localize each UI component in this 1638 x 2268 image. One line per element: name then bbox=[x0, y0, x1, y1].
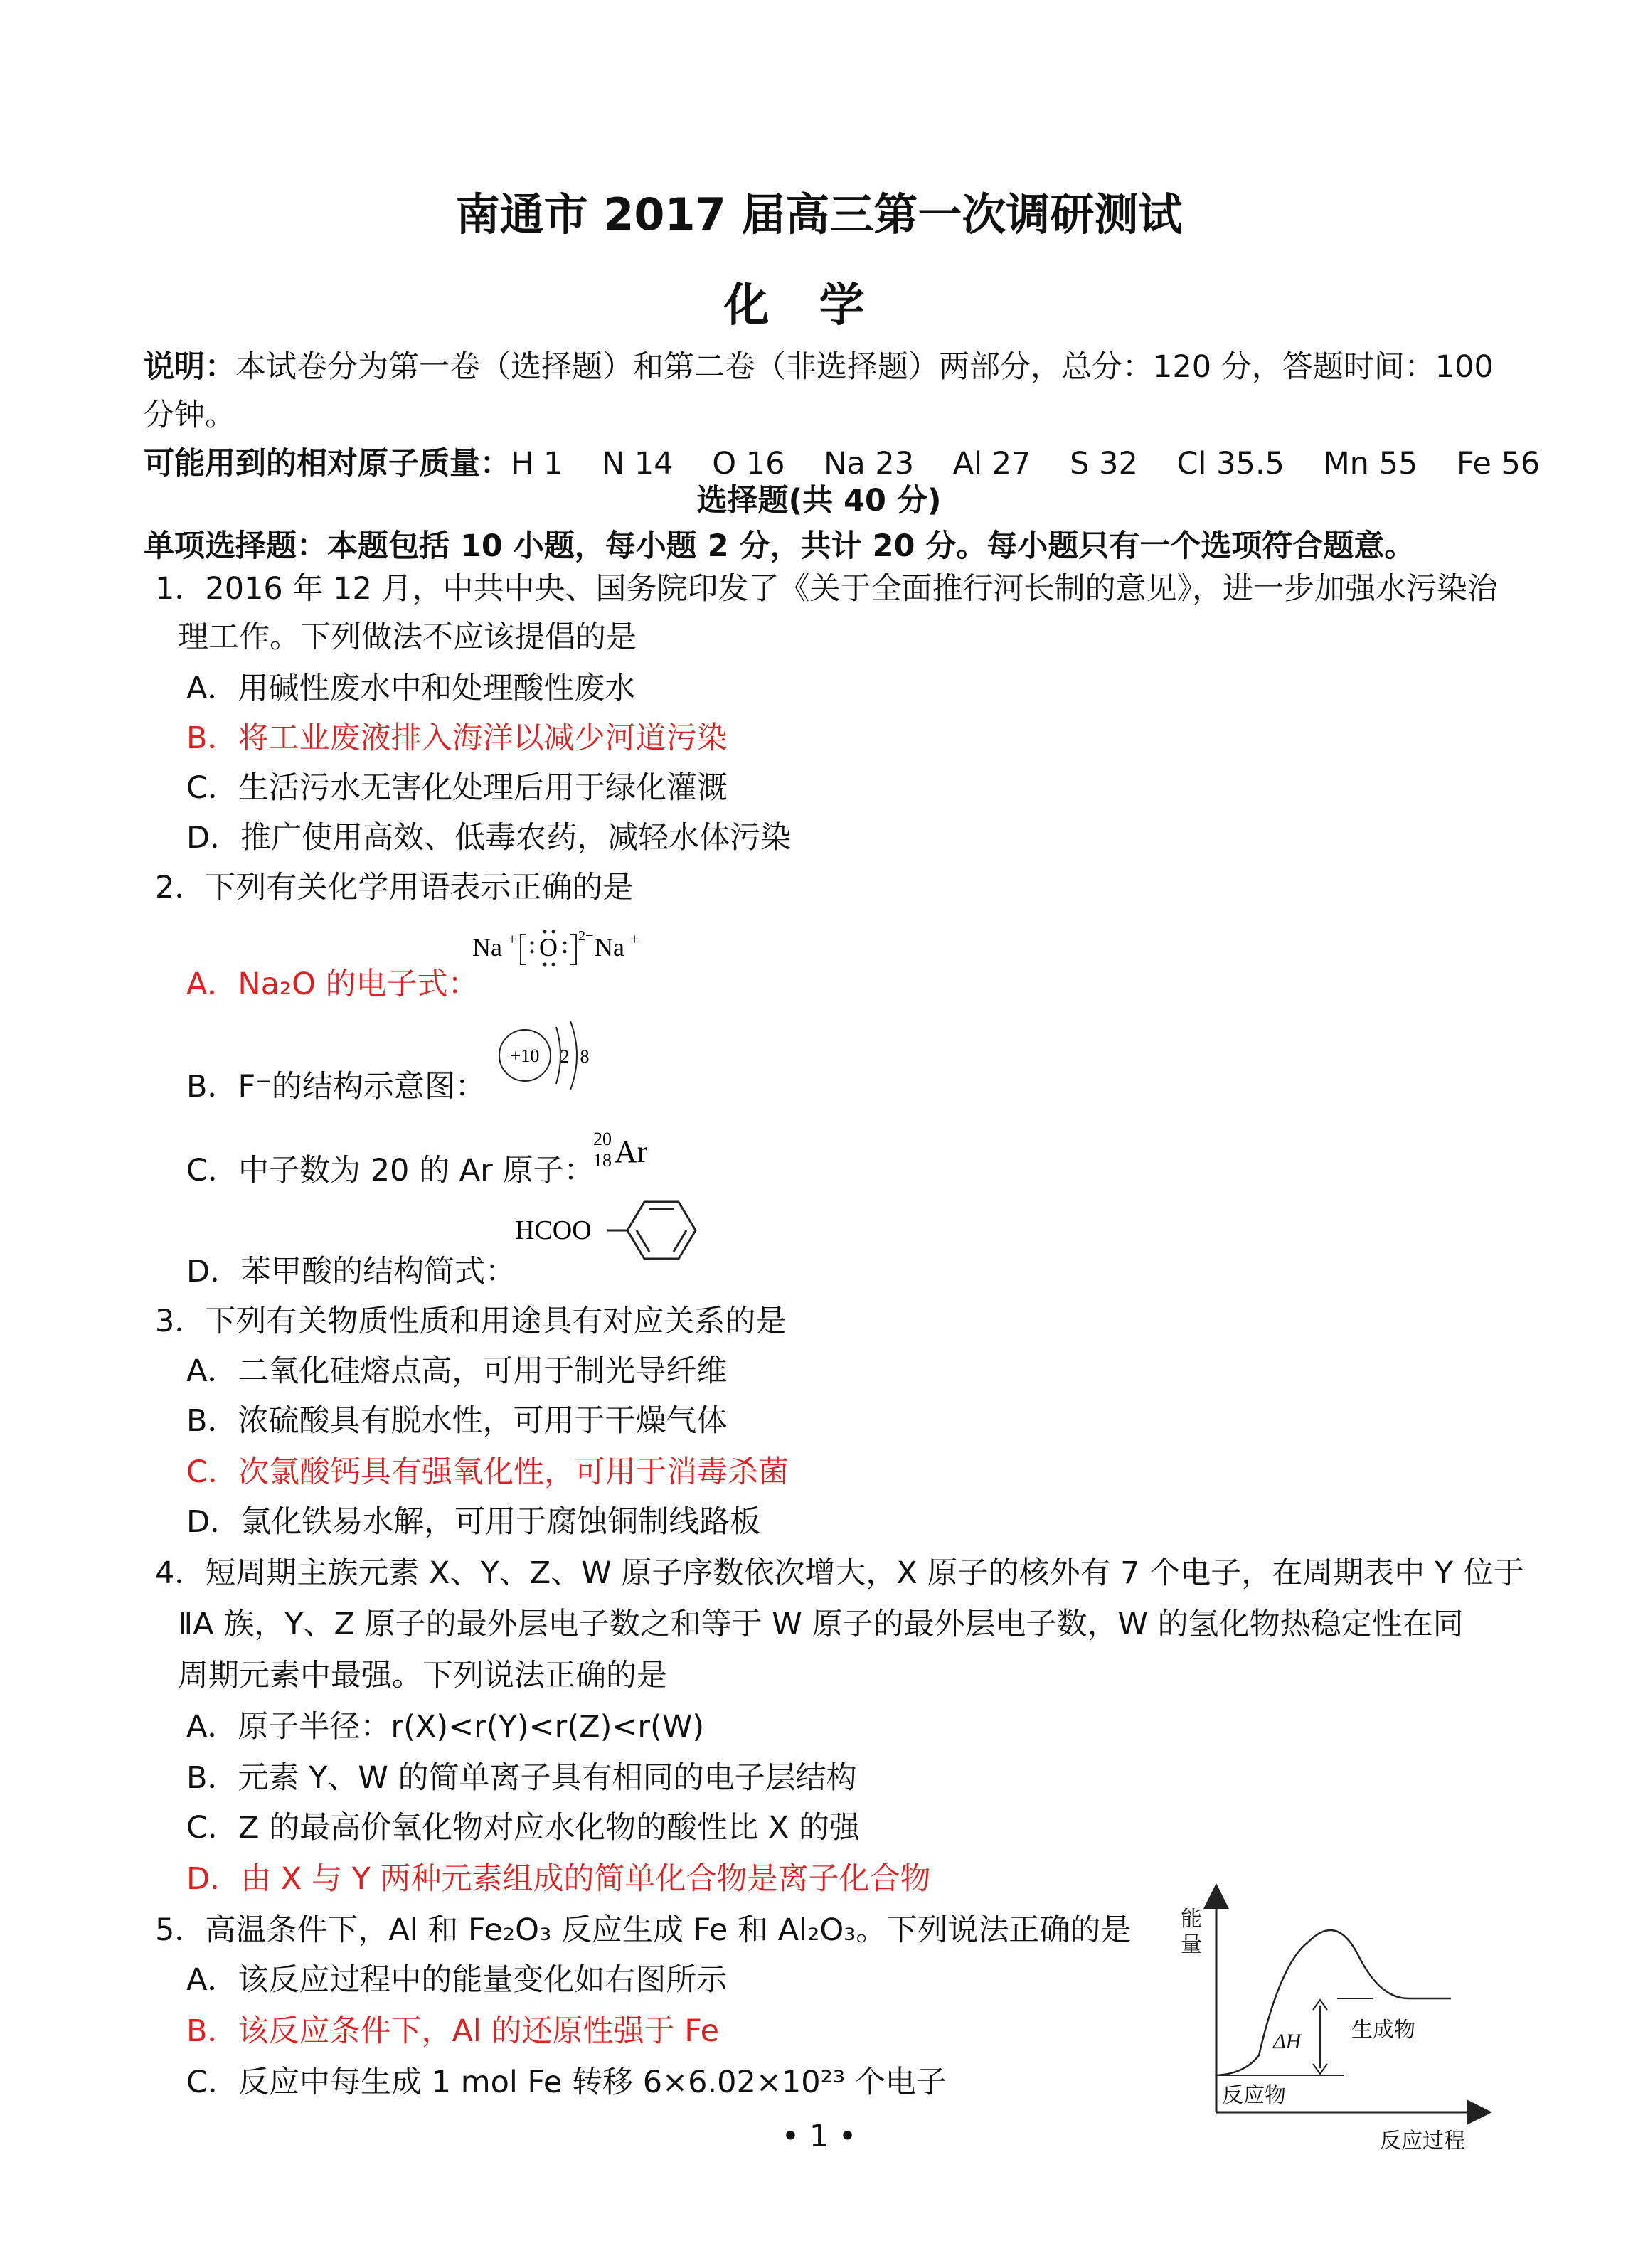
reactant-label: 反应物 bbox=[1222, 2083, 1286, 2108]
masses-values: H 1 N 14 O 16 Na 23 Al 27 S 32 Cl 35.5 Mn 55 Fe 56 bbox=[511, 446, 1541, 481]
shell-1-electrons: 2 bbox=[560, 1046, 570, 1067]
y-axis-label-1: 能 bbox=[1181, 1907, 1202, 1932]
x-axis-label: 反应过程 bbox=[1380, 2129, 1465, 2153]
page-number: • 1 • bbox=[781, 2119, 857, 2154]
q5-stem: 5．高温条件下，Al 和 Fe₂O₃ 反应生成 Fe 和 Al₂O₃。下列说法正确的是 bbox=[155, 1912, 1132, 1948]
q1-option-d: D．推广使用高效、低毒农药，减轻水体污染 bbox=[186, 820, 792, 856]
q2-option-b: B．F⁻的结构示意图： bbox=[186, 1069, 486, 1104]
q3-option-d: D．氯化铁易水解，可用于腐蚀铜制线路板 bbox=[186, 1504, 761, 1540]
formate-group: HCOO bbox=[515, 1215, 592, 1245]
sodium-right: Na bbox=[595, 933, 624, 962]
q2-stem: 2．下列有关化学用语表示正确的是 bbox=[155, 870, 634, 905]
shell-2-electrons: 8 bbox=[580, 1046, 590, 1067]
q5-option-c: C．反应中每生成 1 mol Fe 转移 6×6.02×10²³ 个电子 bbox=[186, 2065, 947, 2100]
q1-option-a: A．用碱性废水中和处理酸性废水 bbox=[186, 671, 636, 706]
q1-option-b: B．将工业废液排入海洋以减少河道污染 bbox=[186, 720, 728, 756]
note-text: 本试卷分为第一卷（选择题）和第二卷（非选择题）两部分，总分：120 分，答题时间：100 bbox=[235, 349, 1494, 385]
nucleus-charge: +10 bbox=[510, 1045, 540, 1066]
q4-option-d: D．由 X 与 Y 两种元素组成的简单化合物是离子化合物 bbox=[186, 1861, 931, 1897]
section-instruction: 单项选择题：本题包括 10 小题，每小题 2 分，共计 20 分。每小题只有一个选项符合题意。 bbox=[144, 528, 1415, 564]
y-axis-label-2: 量 bbox=[1181, 1932, 1202, 1957]
q3-option-a: A．二氧化硅熔点高，可用于制光导纤维 bbox=[186, 1353, 728, 1389]
q4-option-c: C．Z 的最高价氧化物对应水化物的酸性比 X 的强 bbox=[186, 1810, 860, 1846]
atomic-masses bbox=[144, 444, 1540, 484]
q5-option-b: B．该反应条件下，Al 的还原性强于 Fe bbox=[186, 2013, 720, 2049]
masses-label: 可能用到的相对原子质量： bbox=[144, 446, 511, 481]
mass-number: 20 bbox=[593, 1129, 612, 1149]
q3-option-c: C．次氯酸钙具有强氧化性，可用于消毒杀菌 bbox=[186, 1454, 789, 1490]
q4-option-b: B．元素 Y、W 的简单离子具有相同的电子层结构 bbox=[186, 1760, 857, 1796]
energy-curve bbox=[1216, 1930, 1451, 2075]
note-label: 说明： bbox=[144, 349, 235, 385]
sodium-left: Na bbox=[472, 933, 502, 962]
q2-argon-isotope bbox=[590, 1124, 669, 1181]
instructions-line2: 分钟。 bbox=[144, 398, 235, 433]
q2-option-d: D．苯甲酸的结构简式： bbox=[186, 1254, 516, 1289]
element-symbol: Ar bbox=[615, 1134, 648, 1169]
q4-stem-line2: ⅡA 族，Y、Z 原子的最外层电子数之和等于 W 原子的最外层电子数，W 的氢化物热稳定性在同 bbox=[178, 1607, 1464, 1642]
oxide-charge: 2− bbox=[578, 928, 594, 944]
q2-electron-formula bbox=[469, 925, 654, 981]
q4-option-a: A．原子半径：r(X)<r(Y)<r(Z)<r(W) bbox=[186, 1709, 705, 1745]
product-label: 生成物 bbox=[1351, 2018, 1415, 2043]
q4-stem-line1: 4．短周期主族元素 X、Y、Z、W 原子序数依次增大，X 原子的核外有 7 个电子，在周期表中 Y 位于 bbox=[155, 1555, 1524, 1591]
q3-stem: 3．下列有关物质性质和用途具有对应关系的是 bbox=[155, 1304, 787, 1339]
subject-title: 化学 bbox=[723, 279, 915, 332]
instructions-line1 bbox=[144, 347, 1494, 387]
q2-option-a: A．Na₂O 的电子式： bbox=[186, 967, 479, 1002]
section-heading: 选择题(共 40 分) bbox=[696, 483, 942, 518]
q3-option-b: B．浓硫酸具有脱水性，可用于干燥气体 bbox=[186, 1403, 728, 1439]
page-title: 南通市 2017 届高三第一次调研测试 bbox=[455, 188, 1183, 240]
svg-text:+: + bbox=[508, 930, 517, 948]
svg-text:+: + bbox=[630, 930, 639, 948]
atomic-number: 18 bbox=[593, 1150, 612, 1171]
q4-stem-line3: 周期元素中最强。下列说法正确的是 bbox=[178, 1658, 667, 1693]
q5-option-a: A．该反应过程中的能量变化如右图所示 bbox=[186, 1962, 728, 1998]
q2-benzoate-structure bbox=[512, 1195, 725, 1280]
q2-structure-diagram bbox=[491, 1010, 619, 1102]
oxygen: O bbox=[539, 933, 558, 962]
q1-option-c: C．生活污水无害化处理后用于绿化灌溉 bbox=[186, 770, 728, 806]
q1-stem-line2: 理工作。下列做法不应该提倡的是 bbox=[178, 619, 637, 655]
q1-stem-line1: 1．2016 年 12 月，中共中央、国务院印发了《关于全面推行河长制的意见》，进一步加强水污染治 bbox=[155, 571, 1499, 607]
q2-option-c: C．中子数为 20 的 Ar 原子： bbox=[186, 1153, 595, 1188]
delta-h-label: ΔH bbox=[1273, 2030, 1302, 2053]
